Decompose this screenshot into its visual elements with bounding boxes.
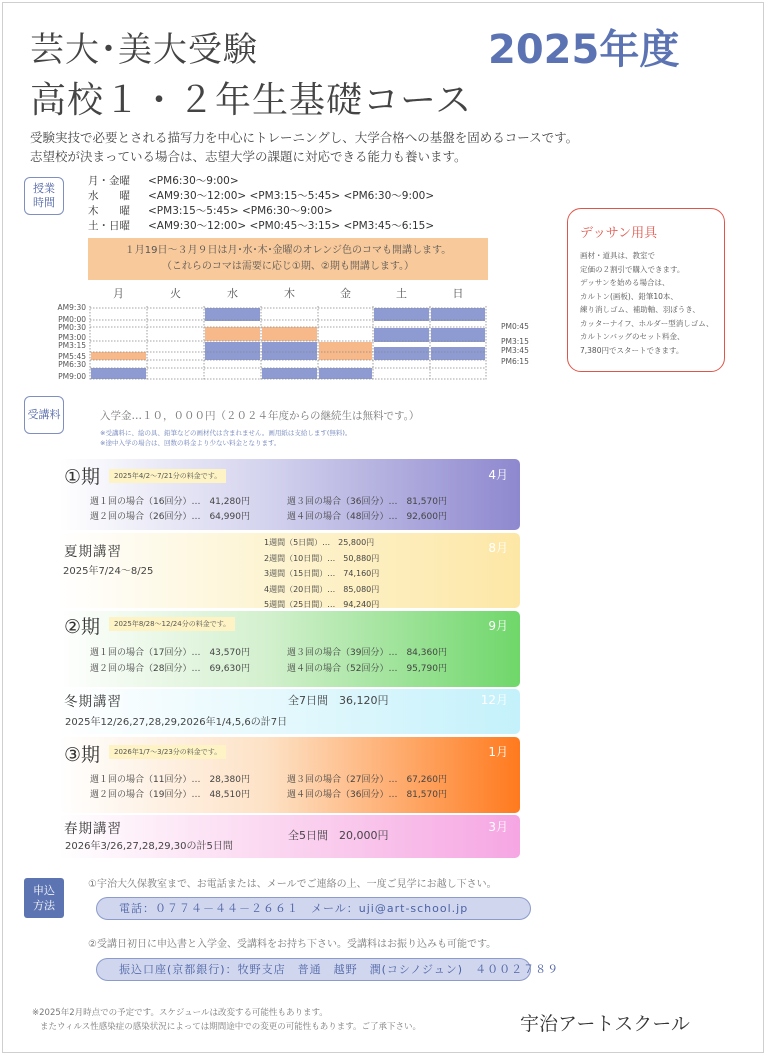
- day-header: 金: [340, 287, 351, 300]
- footer-notes: [32, 1006, 421, 1034]
- dessin-title: デッサン用具: [580, 226, 658, 241]
- class-slot: [205, 308, 260, 321]
- class-slot: [374, 308, 429, 321]
- spring-title: 春期講習: [64, 821, 122, 837]
- class-slot: [319, 342, 372, 360]
- schedule-tag-line-1: 授業: [33, 182, 55, 195]
- day-header: 月: [113, 287, 124, 300]
- year-badge: 2025年度: [488, 27, 680, 73]
- spring-total: 全5日間 20,000円: [288, 829, 389, 842]
- dessin-line: 7,380円でスタートできます。: [580, 345, 684, 355]
- dessin-line: 練り消しゴム、補助軸、羽ぼうき、: [580, 305, 700, 314]
- period-1-note: 2025年4/2～7/21分の料金です。: [109, 469, 226, 483]
- intro-text: [30, 128, 578, 166]
- dessin-line: カッターナイフ、ホルダー型消しゴム、: [580, 318, 714, 328]
- summer-price-line: 3週間（15日間）… 74,160円: [264, 569, 380, 578]
- time-label-left: PM5:45: [58, 352, 86, 361]
- time-label-right: PM0:45: [501, 322, 529, 331]
- spring-month: 3月: [488, 820, 508, 834]
- price-line: 週１回の場合（17回分）… 43,570円: [90, 648, 250, 658]
- title-line-2: 高校１・２年生基礎コース: [30, 80, 473, 121]
- class-slot: [431, 308, 485, 321]
- intro-line-2: 志望校が決まっている場合は、志望大学の課題に対応できる能力も養います。: [30, 149, 467, 164]
- schedule-tag-line-2: 時間: [33, 196, 55, 209]
- dessin-supplies-box: [567, 208, 725, 372]
- price-line: 週３回の場合（36回分）… 81,570円: [287, 497, 447, 507]
- school-name: 宇治アートスクール: [520, 1013, 690, 1035]
- footer-note-2: またウィルス性感染症の感染状況によっては期間途中での変更の可能性もあります。ご了承下さい。: [40, 1022, 422, 1032]
- price-line: 週２回の場合（19回分）… 48,510円: [90, 790, 250, 800]
- period-2-band: [59, 611, 520, 687]
- time-label-left: AM9:30: [57, 303, 86, 312]
- winter-total: 全7日間 36,120円: [288, 694, 389, 707]
- fee-note-2: ※途中入学の場合は、回数の料金より少ない料金となります。: [100, 439, 281, 447]
- class-slot: [205, 327, 260, 341]
- period-2-title: ②期: [64, 616, 101, 638]
- apply-tag: [24, 878, 64, 918]
- period-1-band: [59, 459, 520, 530]
- dessin-line: 画材・道具は、教室で: [580, 251, 655, 260]
- summer-price-line: 2週間（10日間）… 50,880円: [264, 553, 380, 563]
- summer-title: 夏期講習: [64, 544, 122, 560]
- class-slot: [262, 368, 317, 379]
- class-slot: [319, 368, 372, 379]
- dessin-line: 定価の２割引で購入できます。: [580, 264, 685, 274]
- time-label-left: PM6:30: [58, 360, 86, 369]
- apply-tag-line-2: 方法: [33, 899, 55, 912]
- apply-step-2: ②受講日初日に申込書と入学金、受講料をお持ち下さい。受講料はお振り込みも可能です。: [88, 939, 497, 950]
- price-line: 週１回の場合（11回分）… 28,380円: [90, 775, 250, 785]
- class-slot: [431, 328, 485, 342]
- time-label-left: PM0:30: [58, 323, 86, 332]
- class-slot: [205, 342, 260, 360]
- intro-line-1: 受験実技で必要とされる描写力を中心にトレーニングし、大学合格への基盤を固めるコースです。: [30, 130, 579, 145]
- period-1-month: 4月: [488, 468, 508, 482]
- period-2-note: 2025年8/28～12/24分の料金です。: [109, 617, 235, 631]
- price-line: 週２回の場合（28回分）… 69,630円: [90, 664, 250, 674]
- price-line: 週４回の場合（36回分）… 81,570円: [287, 790, 447, 800]
- summer-price-line: 1週間（5日間）… 25,800円: [264, 538, 375, 547]
- class-slot: [262, 342, 317, 360]
- orange-notice: [88, 238, 488, 280]
- schedule-list: [88, 174, 434, 234]
- contact-pill[interactable]: 電話：０７７４－４４－２６６１ メール：uji@art-school.jp: [96, 897, 531, 920]
- price-line: 週３回の場合（39回分）… 84,360円: [287, 648, 447, 658]
- time-label-left: PM9:00: [58, 372, 86, 381]
- dessin-line: デッサンを始める場合は、: [580, 278, 670, 287]
- apply-step-1: ①宇治大久保教室まで、お電話または、メールでご連絡の上、一度ご見学にお越し下さい。: [88, 879, 497, 890]
- class-slot: [91, 352, 146, 360]
- summer-price-line: 4週間（20日間）… 85,080円: [264, 584, 380, 594]
- winter-date: 2025年12/26,27,28,29,2026年1/4,5,6の計7日: [65, 717, 288, 728]
- schedule-row: 水 曜 <AM9:30～12:00> <PM3:15～5:45> <PM6:30～9:00>: [88, 190, 435, 202]
- price-line: 週１回の場合（16回分）… 41,280円: [90, 497, 250, 507]
- period-3-month: 1月: [488, 745, 508, 759]
- day-header: 火: [170, 287, 181, 300]
- day-header: 水: [227, 287, 238, 300]
- day-header: 土: [396, 287, 407, 300]
- class-slot: [374, 347, 429, 360]
- price-line: 週４回の場合（48回分）… 92,600円: [287, 512, 447, 522]
- period-3-note: 2026年1/7～3/23分の料金です。: [109, 745, 226, 759]
- schedule-row: 木 曜 <PM3:15～5:45> <PM6:30～9:00>: [88, 205, 333, 217]
- time-label-right: PM3:15: [501, 337, 529, 346]
- period-3-band: [59, 737, 520, 813]
- summer-price-list: [264, 535, 379, 613]
- summer-price-line: 5週間（25日間）… 94,240円: [264, 600, 380, 609]
- price-line: 週４回の場合（52回分）… 95,790円: [287, 664, 447, 674]
- summer-band: [59, 533, 520, 608]
- spring-date: 2026年3/26,27,28,29,30の計5日間: [65, 841, 233, 852]
- schedule-row: 土・日曜 <AM9:30～12:00> <PM0:45～3:15> <PM3:45～6:15>: [88, 220, 435, 232]
- class-slot: [91, 368, 146, 379]
- time-label-right: PM6:15: [501, 357, 529, 366]
- time-label-right: PM3:45: [501, 346, 529, 355]
- winter-month: 12月: [480, 693, 508, 707]
- winter-title: 冬期講習: [64, 694, 122, 710]
- time-label-left: PM3:00: [58, 333, 86, 342]
- class-slot: [374, 328, 429, 342]
- summer-date: 2025年7/24～8/25: [63, 566, 154, 577]
- price-line: 週３回の場合（27回分）… 67,260円: [287, 775, 447, 785]
- dessin-line: カルトンバッグのセット料金、: [580, 332, 685, 341]
- spring-band: [59, 815, 520, 858]
- schedule-tag: [24, 177, 64, 215]
- class-slot: [262, 327, 317, 341]
- time-label-left: PM3:15: [58, 341, 86, 350]
- dessin-body: [580, 249, 720, 357]
- period-1-title: ①期: [64, 466, 101, 488]
- price-line: 週２回の場合（26回分）… 64,990円: [90, 512, 250, 522]
- summer-month: 8月: [488, 541, 508, 555]
- dessin-line: カルトン(画板)、鉛筆10本、: [580, 291, 678, 301]
- orange-notice-line-1: １月19日～３月９日は月･水･木･金曜のオレンジ色のコマも開講します。: [124, 245, 452, 256]
- period-3-title: ③期: [64, 744, 101, 766]
- bank-account-pill: 振込口座(京都銀行)：牧野支店 普通 越野 潤(コシノジュン) ４００２７８９: [96, 958, 531, 981]
- footer-note-1: ※2025年2月時点での予定です。スケジュールは改変する可能性もあります。: [32, 1008, 328, 1018]
- timetable-grid: [0, 280, 540, 390]
- schedule-row: 月・金曜 <PM6:30～9:00>: [88, 175, 239, 187]
- day-header: 日: [452, 287, 464, 300]
- class-slot: [431, 347, 485, 360]
- apply-tag-line-1: 申込: [33, 884, 55, 897]
- time-label-left: PM0:00: [58, 315, 86, 324]
- title-line-1: 芸大･美大受験: [30, 30, 258, 70]
- day-header: 木: [284, 287, 295, 300]
- entrance-fee: 入学金…１０，０００円（２０２４年度からの継続生は無料です。）: [100, 410, 420, 422]
- fees-tag: 受講料: [24, 396, 64, 434]
- period-2-month: 9月: [488, 619, 508, 633]
- winter-band: [59, 689, 520, 734]
- orange-notice-line-2: （これらのコマは需要に応じ①期、②期も開講します。）: [161, 261, 415, 272]
- fee-note-1: ※受講料に、絵の具、鉛筆などの画材代は含まれません。画用紙は支給します(無料)。: [100, 429, 352, 437]
